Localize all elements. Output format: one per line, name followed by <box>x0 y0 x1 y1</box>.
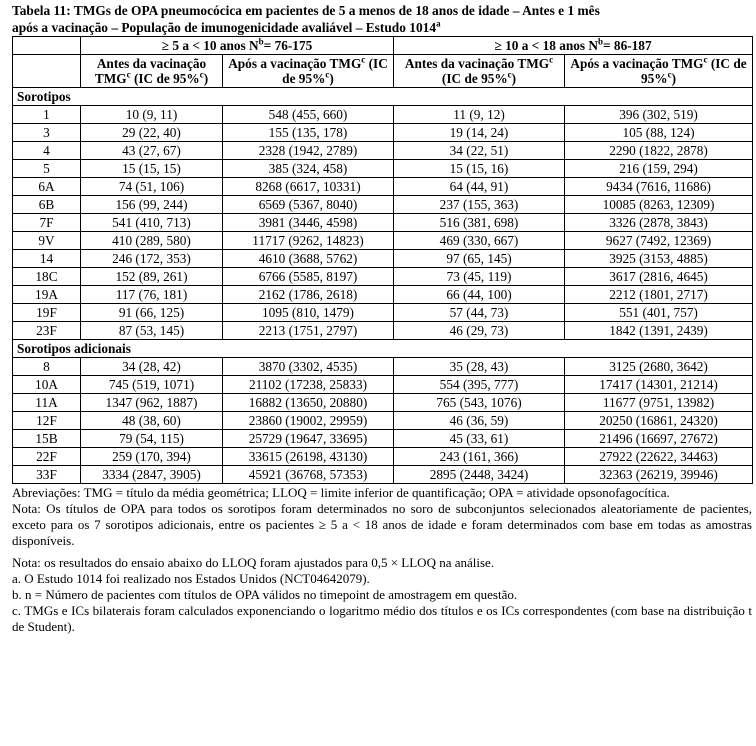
value-cell: 385 (324, 458) <box>223 160 394 178</box>
table-row <box>13 430 753 448</box>
col-header-after-1: Após a vacinação TMG$^c$ (IC de 95%$^c$) <box>223 55 394 88</box>
value-cell: 87 (53, 145) <box>81 322 223 340</box>
serotype-cell: 33F <box>13 466 81 484</box>
value-cell: 516 (381, 698) <box>394 214 565 232</box>
table-row <box>13 160 753 178</box>
group-header-2: ≥ 10 a < 18 anos $N^b= 86-187$ <box>394 37 753 55</box>
table-row <box>13 394 753 412</box>
value-cell: 246 (172, 353) <box>81 250 223 268</box>
table-row <box>13 304 753 322</box>
title-footnote-mark: a <box>436 18 441 29</box>
value-cell: 2895 (2448, 3424) <box>394 466 565 484</box>
value-cell: 156 (99, 244) <box>81 196 223 214</box>
value-cell: 15 (15, 16) <box>394 160 565 178</box>
value-cell: 554 (395, 777) <box>394 376 565 394</box>
value-cell: 79 (54, 115) <box>81 430 223 448</box>
value-cell: 237 (155, 363) <box>394 196 565 214</box>
value-cell: 46 (29, 73) <box>394 322 565 340</box>
value-cell: 27922 (22622, 34463) <box>565 448 753 466</box>
note-1: Nota: Os títulos de OPA para todos os sorotipos foram determinados no soro de subconjuntos selecionados aleatoriamente de pacientes, exceto para os 7 sorotipos adicionais, entre os pacientes ≥ 5 a < 18 anos de idade e foram determinados com base em todas as amostras disponíveis. <box>12 501 752 548</box>
value-cell: 35 (28, 43) <box>394 358 565 376</box>
value-cell: 97 (65, 145) <box>394 250 565 268</box>
value-cell: 19 (14, 24) <box>394 124 565 142</box>
value-cell: 548 (455, 660) <box>223 106 394 124</box>
serotype-cell: 19F <box>13 304 81 322</box>
table-body <box>13 88 753 484</box>
footnote-c: c. TMGs e ICs bilaterais foram calculados exponenciando o logaritmo médio dos títulos e os ICs correspondentes (com base na distribuição t de Student). <box>12 603 752 634</box>
table-row <box>13 250 753 268</box>
value-cell: 6569 (5367, 8040) <box>223 196 394 214</box>
value-cell: 25729 (19647, 33695) <box>223 430 394 448</box>
table-row <box>13 322 753 340</box>
serotype-cell: 8 <box>13 358 81 376</box>
value-cell: 11717 (9262, 14823) <box>223 232 394 250</box>
serotype-cell: 7F <box>13 214 81 232</box>
title-line-1: Tabela 11: TMGs de OPA pneumocócica em pacientes de 5 a menos de 18 anos de idade – Antes e 1 mês <box>12 3 600 18</box>
value-cell: 91 (66, 125) <box>81 304 223 322</box>
column-header-row <box>13 55 753 88</box>
section-header-row <box>13 340 753 358</box>
page <box>12 0 752 635</box>
value-cell: 3617 (2816, 4645) <box>565 268 753 286</box>
serotype-cell: 10A <box>13 376 81 394</box>
serotype-cell: 6B <box>13 196 81 214</box>
footnotes <box>12 485 752 635</box>
value-cell: 105 (88, 124) <box>565 124 753 142</box>
value-cell: 74 (51, 106) <box>81 178 223 196</box>
serotype-cell: 1 <box>13 106 81 124</box>
serotype-cell: 23F <box>13 322 81 340</box>
table-row <box>13 268 753 286</box>
serotype-cell: 9V <box>13 232 81 250</box>
table-row <box>13 466 753 484</box>
data-table <box>12 36 753 484</box>
value-cell: 3326 (2878, 3843) <box>565 214 753 232</box>
value-cell: 34 (28, 42) <box>81 358 223 376</box>
value-cell: 3334 (2847, 3905) <box>81 466 223 484</box>
value-cell: 152 (89, 261) <box>81 268 223 286</box>
value-cell: 6766 (5585, 8197) <box>223 268 394 286</box>
table-row <box>13 412 753 430</box>
abbreviations-note: Abreviações: TMG = título da média geométrica; LLOQ = limite inferior de quantificação; OPA = atividade opsonofagocítica. <box>12 485 670 500</box>
value-cell: 45 (33, 61) <box>394 430 565 448</box>
table-row <box>13 178 753 196</box>
serotype-cell: 3 <box>13 124 81 142</box>
value-cell: 410 (289, 580) <box>81 232 223 250</box>
title-line-2-text: após a vacinação – População de imunogenicidade avaliável – Estudo 1014 <box>12 20 437 35</box>
value-cell: 2213 (1751, 2797) <box>223 322 394 340</box>
value-cell: 48 (38, 60) <box>81 412 223 430</box>
value-cell: 9434 (7616, 11686) <box>565 178 753 196</box>
value-cell: 15 (15, 15) <box>81 160 223 178</box>
value-cell: 3925 (3153, 4885) <box>565 250 753 268</box>
value-cell: 551 (401, 757) <box>565 304 753 322</box>
table-row <box>13 358 753 376</box>
value-cell: 29 (22, 40) <box>81 124 223 142</box>
table-row <box>13 196 753 214</box>
value-cell: 66 (44, 100) <box>394 286 565 304</box>
value-cell: 45921 (36768, 57353) <box>223 466 394 484</box>
serotype-cell: 12F <box>13 412 81 430</box>
value-cell: 117 (76, 181) <box>81 286 223 304</box>
value-cell: 1095 (810, 1479) <box>223 304 394 322</box>
value-cell: 20250 (16861, 24320) <box>565 412 753 430</box>
table-row <box>13 232 753 250</box>
table-row <box>13 124 753 142</box>
group-header-1: ≥ 5 a < 10 anos $N^b= 76-175$ <box>81 37 394 55</box>
value-cell: 469 (330, 667) <box>394 232 565 250</box>
value-cell: 4610 (3688, 5762) <box>223 250 394 268</box>
table-row <box>13 106 753 124</box>
value-cell: 10085 (8263, 12309) <box>565 196 753 214</box>
table-row <box>13 142 753 160</box>
value-cell: 155 (135, 178) <box>223 124 394 142</box>
value-cell: 21496 (16697, 27672) <box>565 430 753 448</box>
footnote-b: b. n = Número de pacientes com títulos de OPA válidos no timepoint de amostragem em questão. <box>12 587 518 602</box>
serotype-cell: 22F <box>13 448 81 466</box>
serotype-cell: 15B <box>13 430 81 448</box>
table-row <box>13 448 753 466</box>
value-cell: 43 (27, 67) <box>81 142 223 160</box>
value-cell: 23860 (19002, 29959) <box>223 412 394 430</box>
table-title <box>12 2 752 36</box>
table-row <box>13 376 753 394</box>
value-cell: 34 (22, 51) <box>394 142 565 160</box>
value-cell: 57 (44, 73) <box>394 304 565 322</box>
value-cell: 2290 (1822, 2878) <box>565 142 753 160</box>
value-cell: 16882 (13650, 20880) <box>223 394 394 412</box>
value-cell: 3981 (3446, 4598) <box>223 214 394 232</box>
value-cell: 32363 (26219, 39946) <box>565 466 753 484</box>
section-label: Sorotipos adicionais <box>13 340 753 358</box>
section-label: Sorotipos <box>13 88 753 106</box>
value-cell: 11 (9, 12) <box>394 106 565 124</box>
value-cell: 396 (302, 519) <box>565 106 753 124</box>
section-header-row <box>13 88 753 106</box>
corner-cell-2 <box>13 55 81 88</box>
value-cell: 1347 (962, 1887) <box>81 394 223 412</box>
note-2: Nota: os resultados do ensaio abaixo do LLOQ foram ajustados para 0,5 × LLOQ na análise. <box>12 555 495 570</box>
title-line-2 <box>12 19 752 36</box>
value-cell: 10 (9, 11) <box>81 106 223 124</box>
serotype-cell: 18C <box>13 268 81 286</box>
value-cell: 17417 (14301, 21214) <box>565 376 753 394</box>
col-header-after-2: Após a vacinação TMG$^c$ (IC de 95%$^c$) <box>565 55 753 88</box>
value-cell: 1842 (1391, 2439) <box>565 322 753 340</box>
value-cell: 216 (159, 294) <box>565 160 753 178</box>
value-cell: 745 (519, 1071) <box>81 376 223 394</box>
corner-cell <box>13 37 81 55</box>
value-cell: 3125 (2680, 3642) <box>565 358 753 376</box>
value-cell: 11677 (9751, 13982) <box>565 394 753 412</box>
serotype-cell: 5 <box>13 160 81 178</box>
col-header-before-2: Antes da vacinação TMG$^c$ (IC de 95%$^c$) <box>394 55 565 88</box>
value-cell: 64 (44, 91) <box>394 178 565 196</box>
value-cell: 2212 (1801, 2717) <box>565 286 753 304</box>
value-cell: 73 (45, 119) <box>394 268 565 286</box>
table-row <box>13 214 753 232</box>
serotype-cell: 14 <box>13 250 81 268</box>
value-cell: 541 (410, 713) <box>81 214 223 232</box>
value-cell: 2162 (1786, 2618) <box>223 286 394 304</box>
footnote-a: a. O Estudo 1014 foi realizado nos Estados Unidos (NCT04642079). <box>12 571 370 586</box>
group-header-row <box>13 37 753 55</box>
value-cell: 33615 (26198, 43130) <box>223 448 394 466</box>
serotype-cell: 6A <box>13 178 81 196</box>
serotype-cell: 11A <box>13 394 81 412</box>
table-row <box>13 286 753 304</box>
value-cell: 46 (36, 59) <box>394 412 565 430</box>
value-cell: 765 (543, 1076) <box>394 394 565 412</box>
col-header-before-1: Antes da vacinação TMG$^c$ (IC de 95%$^c$) <box>81 55 223 88</box>
value-cell: 243 (161, 366) <box>394 448 565 466</box>
value-cell: 21102 (17238, 25833) <box>223 376 394 394</box>
value-cell: 259 (170, 394) <box>81 448 223 466</box>
serotype-cell: 4 <box>13 142 81 160</box>
value-cell: 9627 (7492, 12369) <box>565 232 753 250</box>
value-cell: 3870 (3302, 4535) <box>223 358 394 376</box>
value-cell: 8268 (6617, 10331) <box>223 178 394 196</box>
value-cell: 2328 (1942, 2789) <box>223 142 394 160</box>
serotype-cell: 19A <box>13 286 81 304</box>
